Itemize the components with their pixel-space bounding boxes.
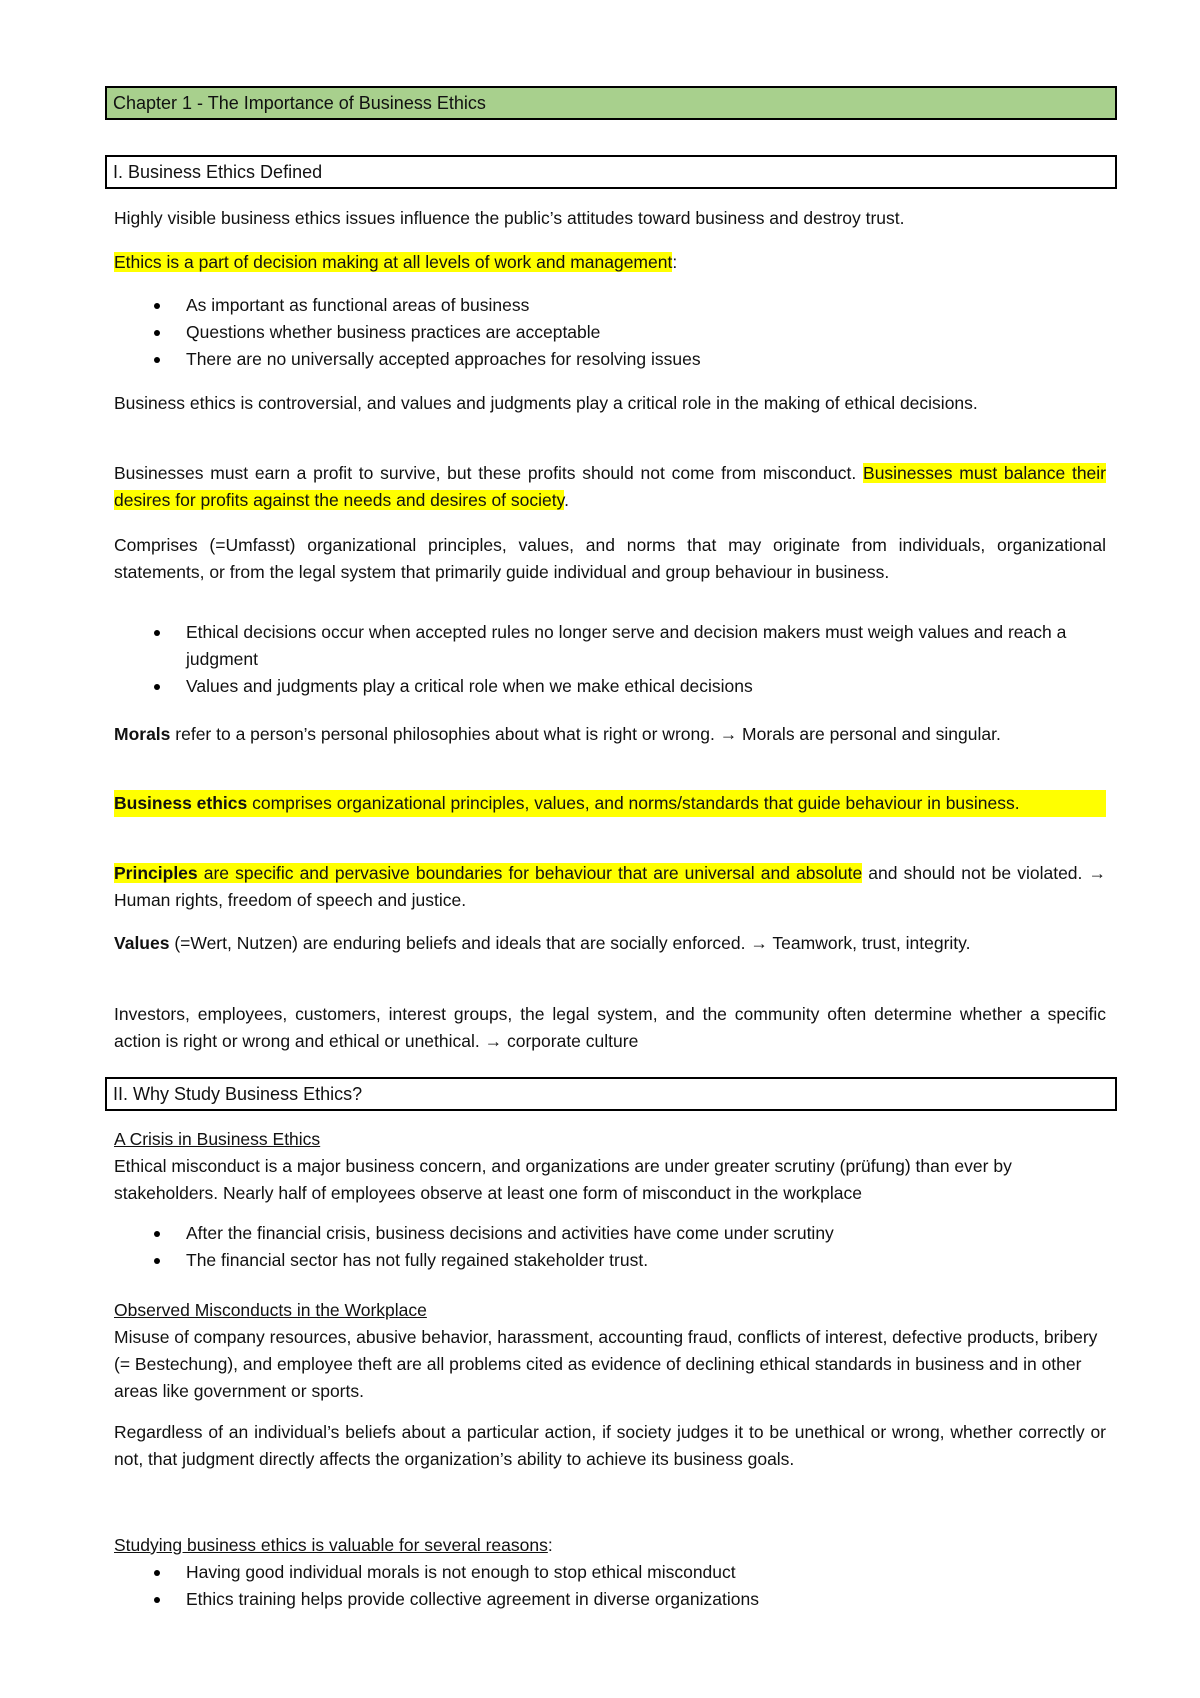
term-morals: Morals bbox=[114, 724, 171, 744]
paragraph-visible-issues bbox=[114, 205, 1106, 232]
list-item: Values and judgments play a critical role when we make ethical decisions bbox=[150, 673, 1106, 700]
paragraph-text: Investors, employees, customers, interest groups, the legal system, and the community often determine whether a specific action is right or wrong and ethical or unethical. → corporate culture bbox=[114, 1004, 1106, 1051]
paragraph-text: Businesses must earn a profit to survive, but these profits should not come from misconduct. bbox=[114, 463, 864, 483]
list-item: After the financial crisis, business decisions and activities have come under scrutiny bbox=[150, 1220, 1106, 1247]
section-heading-box bbox=[105, 155, 1117, 189]
paragraph-business-ethics bbox=[114, 790, 1106, 817]
chapter-title: Chapter 1 - The Importance of Business Ethics bbox=[113, 93, 486, 113]
list-item: There are no universally accepted approaches for resolving issues bbox=[150, 346, 1106, 373]
list-item: The financial sector has not fully regained stakeholder trust. bbox=[150, 1247, 1106, 1274]
subheading-observed: Observed Misconducts in the Workplace bbox=[114, 1300, 427, 1320]
paragraph-values bbox=[114, 930, 1106, 957]
subheading-studying: Studying business ethics is valuable for several reasons bbox=[114, 1535, 548, 1555]
term-principles: Principles bbox=[114, 863, 198, 883]
section-heading-box bbox=[105, 1077, 1117, 1111]
highlighted-text: Businesses must balance their desires for profits against the needs and desires of society bbox=[114, 463, 1107, 510]
paragraph-principles bbox=[114, 860, 1106, 914]
list-item: Ethics training helps provide collective agreement in diverse organizations bbox=[150, 1586, 1106, 1613]
paragraph-text: (=Wert, Nutzen) are enduring beliefs and ideals that are socially enforced. → Teamwork, trust, integrity. bbox=[169, 933, 971, 953]
paragraph-controversial bbox=[114, 390, 1106, 417]
section-heading-2: II. Why Study Business Ethics? bbox=[113, 1084, 363, 1104]
paragraph-text: Business ethics is controversial, and values and judgments play a critical role in the making of ethical decisions. bbox=[114, 393, 978, 413]
bullet-list-3 bbox=[150, 1220, 1106, 1274]
paragraph-text: Comprises (=Umfasst) organizational principles, values, and norms that may originate from individuals, organizational statements, or from the legal system that primarily guide individual and group behaviour in business. bbox=[114, 535, 1106, 582]
paragraph-studying bbox=[114, 1532, 1106, 1559]
paragraph-text: Misuse of company resources, abusive behavior, harassment, accounting fraud, conflicts of interest, defective products, bribery (= Bestechung), and employee theft are all problems cited as evidence of declining ethical standards in business and in other areas like government or sports. bbox=[114, 1327, 1098, 1401]
paragraph-text: and should not be violated. → Human rights, freedom of speech and justice. bbox=[114, 863, 1106, 910]
paragraph-ethics-part bbox=[114, 249, 1106, 276]
highlighted-text: are specific and pervasive boundaries for behaviour that are universal and absolute bbox=[197, 863, 863, 883]
bullet-list-1 bbox=[150, 292, 1106, 373]
paragraph-tail: . bbox=[564, 490, 569, 510]
highlighted-text: Ethics is a part of decision making at all levels of work and management bbox=[114, 252, 673, 272]
paragraph-crisis bbox=[114, 1126, 1106, 1207]
chapter-title-box bbox=[105, 86, 1117, 120]
paragraph-text: comprises organizational principles, values, and norms/standards that guide behaviour in business. bbox=[247, 793, 1020, 813]
list-item: Ethical decisions occur when accepted rules no longer serve and decision makers must weigh values and reach a judgment bbox=[150, 619, 1106, 673]
term-business-ethics: Business ethics bbox=[114, 793, 248, 813]
subheading-crisis: A Crisis in Business Ethics bbox=[114, 1129, 321, 1149]
paragraph-tail: : bbox=[547, 1535, 553, 1555]
paragraph-regardless bbox=[114, 1419, 1106, 1473]
bullet-list-4 bbox=[150, 1559, 1106, 1613]
paragraph-text: Regardless of an individual’s beliefs about a particular action, if society judges it to be unethical or wrong, whether correctly or not, that judgment directly affects the organization’s ability to achieve its business goals. bbox=[114, 1422, 1106, 1469]
paragraph-observed bbox=[114, 1297, 1106, 1405]
list-item: Questions whether business practices are acceptable bbox=[150, 319, 1106, 346]
paragraph-tail: : bbox=[672, 252, 678, 272]
paragraph-morals bbox=[114, 721, 1106, 748]
term-values: Values bbox=[114, 933, 170, 953]
paragraph-investors bbox=[114, 1001, 1106, 1055]
section-heading-1: I. Business Ethics Defined bbox=[113, 162, 323, 182]
paragraph-text: Ethical misconduct is a major business concern, and organizations are under greater scrutiny (prüfung) than ever by stakeholders. Nearly half of employees observe at least one form of misconduct in the workplace bbox=[114, 1156, 1012, 1203]
paragraph-profit bbox=[114, 460, 1106, 514]
paragraph-comprises bbox=[114, 532, 1106, 586]
list-item: As important as functional areas of business bbox=[150, 292, 1106, 319]
bullet-list-2 bbox=[150, 619, 1106, 700]
paragraph-text: Highly visible business ethics issues influence the public’s attitudes toward business and destroy trust. bbox=[114, 208, 905, 228]
list-item: Having good individual morals is not enough to stop ethical misconduct bbox=[150, 1559, 1106, 1586]
paragraph-text: refer to a person’s personal philosophies about what is right or wrong. → Morals are personal and singular. bbox=[170, 724, 1001, 744]
